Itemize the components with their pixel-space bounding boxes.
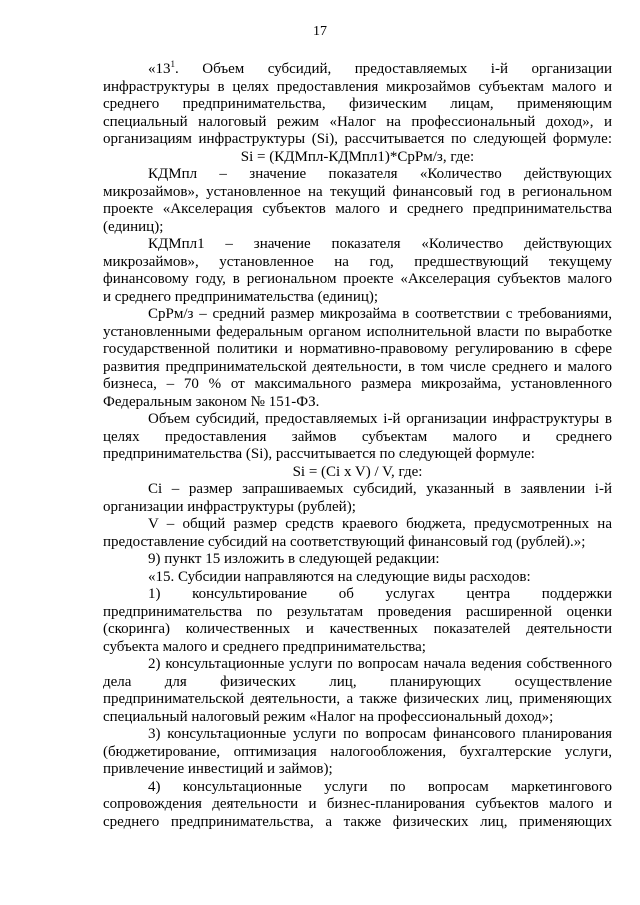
text-line: проекте «Акселерация субъектов малого и среднего предпринимательства <box>103 201 612 217</box>
text-line: 2) консультационные услуги по вопросам начала ведения собственного <box>148 656 612 672</box>
text-line: бизнеса, – 70 % от максимального размера микрозайма, установленного <box>103 376 612 392</box>
text-line: 4) консультационные услуги по вопросам маркетингового <box>148 778 612 795</box>
text-line: «$13^1$. Объем субсидий, предоставляемых i-й организации <box>148 59 612 77</box>
text-line: (единиц); <box>103 218 164 235</box>
text-line: специальный налоговый режим «Налог на профессиональный доход», и <box>103 113 612 130</box>
paragraph-subsidy-volume <box>103 411 612 464</box>
superscript: 1 <box>170 59 175 69</box>
paragraph-srrmz <box>103 306 612 411</box>
text-line: 3) консультационные услуги по вопросам финансового планирования <box>148 726 612 742</box>
text-line: (бюджетирование, оптимизация налогообложения, бухгалтерские услуги, <box>103 743 612 760</box>
list-item-1 <box>103 586 612 656</box>
paragraph-item-9: 9) пункт 15 изложить в следующей редакции: <box>148 551 440 567</box>
text-line: специальный налоговый режим «Налог на профессиональный доход»; <box>103 708 554 725</box>
text-line: 1) консультирование об услугах центра поддержки <box>148 586 612 602</box>
text-line: организациям инфраструктуры (Si), рассчитывается по следующей формуле: <box>103 131 612 147</box>
text-line: предпринимательства по результатам проведения расширенной оценки <box>103 603 612 620</box>
text-line: предпринимательской деятельности, а также физических лиц, применяющих <box>103 691 612 707</box>
text-line: государственной политики и нормативно-правовому регулированию в сфере <box>103 341 612 357</box>
paragraph-13-1 <box>103 61 612 149</box>
paragraph-kdmpl1 <box>103 236 612 306</box>
text-line: и среднего предпринимательства (единиц); <box>103 288 379 305</box>
paragraph-kdmpl <box>103 166 612 236</box>
paragraph-v <box>103 516 612 551</box>
formula-2: Si = (Ci x V) / V, где: <box>292 463 423 480</box>
text-line: субъекта малого и среднего предпринимательства; <box>103 638 426 655</box>
paragraph-15-intro: «15. Субсидии направляются на следующие виды расходов: <box>148 568 531 585</box>
text-line: привлечение инвестиций и займов); <box>103 761 333 777</box>
text-line: предоставление субсидий на соответствующий финансовый год (рублей).»; <box>103 533 586 550</box>
text-line: дела для физических лиц, планирующих осуществление <box>103 673 612 690</box>
text-line: финансовому году, в региональном проекте «Акселерация субъектов малого <box>103 271 612 287</box>
text-line: микрозаймов», установленное на год, предшествующий текущему <box>103 253 612 270</box>
text-line: Ci – размер запрашиваемых субсидий, указанный в заявлении i-й <box>148 481 612 497</box>
text-line: среднего предпринимательства, физическим лицам, применяющим <box>103 96 612 112</box>
text-line: Объем субсидий, предоставляемых i-й организации инфраструктуры в <box>148 411 612 427</box>
text-line: микрозаймов», установленное на текущий финансовый год в региональном <box>103 183 612 200</box>
text-line: V – общий размер средств краевого бюджета, предусмотренных на <box>148 516 612 532</box>
text-line: инфраструктуры в целях предоставления микрозаймов субъектам малого и <box>103 78 612 95</box>
list-item-2 <box>103 656 612 726</box>
formula-1: Si = (КДМпл-КДМпл1)*СрРм/з, где: <box>240 148 475 165</box>
list-item-3 <box>103 726 612 779</box>
text-line: организации инфраструктуры (рублей); <box>103 498 356 515</box>
text-line: развития предпринимательской деятельности, в том числе среднего и малого <box>103 358 612 375</box>
text-line: Федеральным законом № 151-ФЗ. <box>103 393 320 410</box>
text-line: КДМпл – значение показателя «Количество действующих <box>148 166 612 182</box>
text-line: установленными федеральным органом исполнительной власти по выработке <box>103 323 612 340</box>
page-number: 17 <box>313 24 327 39</box>
paragraph-ci <box>103 481 612 516</box>
text-line: сопровождения деятельности и бизнес-планирования субъектов малого и <box>103 796 612 812</box>
document-body <box>103 61 612 831</box>
text-line: предпринимательства (Si), рассчитывается по следующей формуле: <box>103 446 535 462</box>
text-line: СрРм/з – средний размер микрозайма в соответствии с требованиями, <box>148 306 612 322</box>
text-line: (скоринга) количественных и качественных показателей деятельности <box>103 621 612 637</box>
list-item-4 <box>103 779 612 832</box>
text-line: среднего предпринимательства, а также физических лиц, применяющих <box>103 813 612 830</box>
text-line: целях предоставления займов субъектам малого и среднего <box>103 428 612 445</box>
text-line: КДМпл1 – значение показателя «Количество действующих <box>148 236 612 252</box>
